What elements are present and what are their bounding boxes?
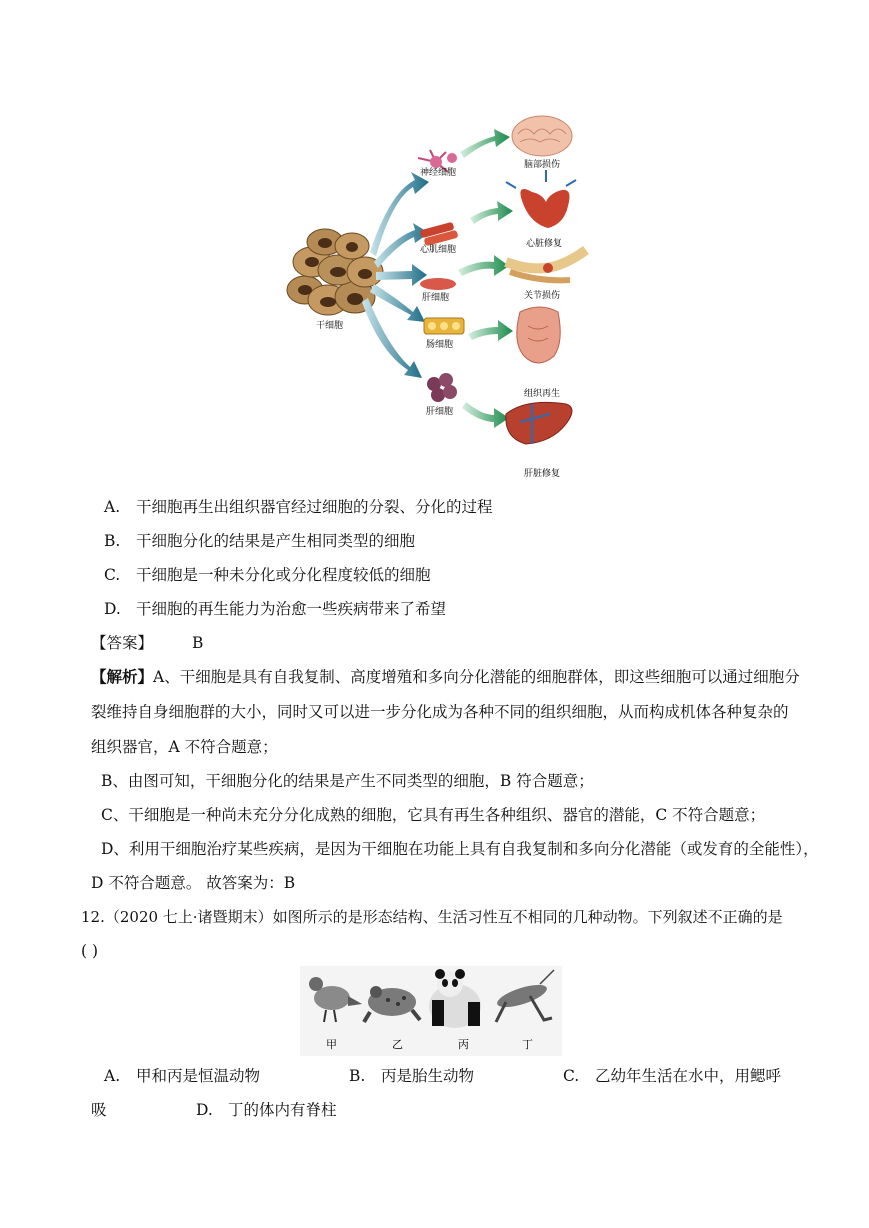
q12-option-c: C. 乙幼年生活在水中，用鳃呼 — [563, 1067, 782, 1085]
option-letter: D. — [104, 600, 121, 618]
analysis-line-7: D 不符合题意。 故答案为：B — [91, 874, 296, 892]
liver-cell — [427, 373, 457, 402]
option-d — [104, 599, 446, 619]
answer-label: 【答案】 — [91, 634, 154, 652]
answer-line — [91, 633, 203, 653]
outcome-label-2: 心脏修复 — [526, 239, 563, 249]
q12-option-d: D. 丁的体内有脊柱 — [196, 1101, 337, 1119]
option-b — [104, 531, 415, 551]
option-letter: B. — [104, 532, 121, 550]
option-text: 干细胞分化的结果是产生相同类型的细胞 — [136, 532, 416, 550]
q12-option-a: A. 甲和丙是恒温动物 — [104, 1067, 261, 1085]
analysis-line-1: 【解析】A、干细胞是具有自我复制、高度增殖和多向分化潜能的细胞群体，即这些细胞可以通过细胞分 — [91, 667, 800, 686]
option-letter: C. — [104, 566, 121, 584]
liver-image — [506, 402, 572, 444]
question-12-blank: ( ) — [81, 942, 99, 960]
option-text: 干细胞的再生能力为治愈一些疾病带来了希望 — [136, 600, 447, 618]
cell-label-2: 心肌细胞 — [420, 245, 457, 255]
option-a — [104, 497, 493, 517]
analysis-line-3: 组织器官，A 不符合题意； — [91, 738, 278, 756]
option-text: 干细胞再生出组织器官经过细胞的分裂、分化的过程 — [136, 498, 493, 516]
intestinal-cell — [424, 318, 464, 334]
question-12-stem: 12.（2020 七上·诸暨期末）如图所示的是形态结构、生活习性互不相同的几种动物。下列叙述不正确的是 — [81, 908, 783, 926]
analysis-line-2: 裂维持自身细胞群的大小，同时又可以进一步分化成为各种不同的组织细胞，从而构成机体各种复杂的 — [91, 703, 789, 721]
option-letter: A. — [104, 498, 121, 516]
cardiac-cell — [420, 222, 459, 247]
outcome-label-3: 关节损伤 — [524, 291, 561, 301]
cell-label-4: 肠细胞 — [426, 340, 454, 350]
analysis-line-6: D、利用干细胞治疗某些疾病，是因为干细胞在功能上具有自我复制和多向分化潜能（或发育的全能性）， — [101, 840, 819, 858]
cell-label-5: 肝细胞 — [426, 407, 454, 417]
analysis-label: 【解析】 — [91, 667, 154, 686]
cell-label-1: 神经细胞 — [420, 168, 457, 178]
animal-label-jia: 甲 — [326, 1038, 337, 1051]
q12-option-c-wrap: 吸 — [91, 1101, 107, 1119]
option-c — [104, 565, 431, 585]
brain-image — [512, 116, 572, 156]
animal-label-bing: 丙 — [458, 1038, 469, 1051]
q12-option-b: B. 丙是胎生动物 — [349, 1067, 475, 1085]
option-text: 干细胞是一种未分化或分化程度较低的细胞 — [136, 566, 431, 584]
answer-value: B — [192, 634, 204, 652]
hepatocyte-cell — [420, 278, 456, 290]
outcome-label-1: 脑部损伤 — [524, 160, 561, 170]
intestine-image — [517, 307, 560, 363]
stem-cell-diagram — [270, 112, 600, 484]
stem-cell-label: 干细胞 — [316, 321, 344, 331]
outcome-label-5: 肝脏修复 — [524, 469, 561, 479]
cell-label-3: 肝细胞 — [422, 293, 450, 303]
joint-image — [506, 250, 586, 280]
animal-label-yi: 乙 — [392, 1038, 403, 1051]
analysis-line-5: C、干细胞是一种尚未充分分化成熟的细胞，它具有再生各种组织、器官的潜能，C 不符合题意； — [101, 806, 766, 824]
heart-image — [506, 170, 576, 228]
outcome-label-4: 组织再生 — [524, 389, 561, 399]
analysis-line-4: B、由图可知，干细胞分化的结果是产生不同类型的细胞，B 符合题意； — [101, 772, 594, 790]
animals-figure — [300, 966, 562, 1056]
animal-label-ding: 丁 — [522, 1038, 533, 1051]
